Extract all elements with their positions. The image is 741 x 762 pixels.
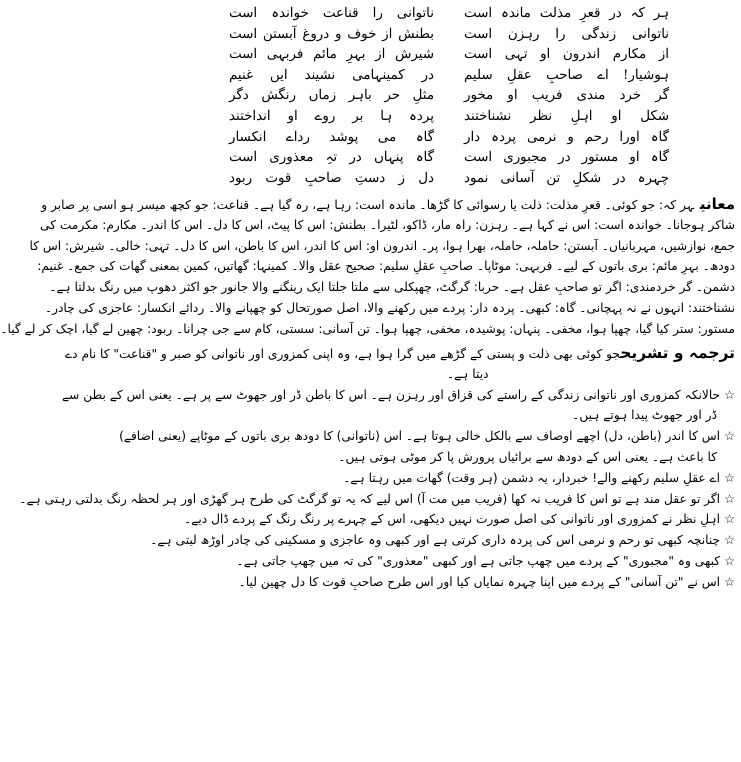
- translation-point-text: اہلِ نظر نے کمزوری اور ناتوانی کی اصل صورت نہیں دیکھی، اس کے چہرے پر رنگ رنگ کے پردے ڈال دیے۔: [184, 512, 721, 527]
- poem-couplet: [229, 86, 669, 107]
- poem-couplet: [229, 107, 669, 128]
- poem-second-hemistich: مثلِ حر باہر زماں رنگش دگر: [229, 88, 434, 104]
- translation-point: [147, 468, 735, 489]
- poem-couplet: [229, 169, 669, 190]
- translation-point: [119, 426, 735, 447]
- translation-heading: ترجمہ و تشریح: [620, 344, 735, 362]
- translation-intro-cont: دیتا ہے۔: [447, 366, 489, 381]
- translation-point-text: حالانکہ کمزوری اور ناتوانی زندگی کے راستے کی قزاق اور رہزن ہے۔ اس کا باطن ڈر اور جھوٹ سے پر ہے۔ یعنی اس کے بطن سے: [61, 387, 721, 402]
- poem-second-hemistich: دل ز دستِ صاحبِ قوت ربود: [229, 170, 434, 186]
- translation-point-text: اس نے "تن آسانی" کے پردے میں اپنا چہرہ نمایاں کیا اور اس طرح صاحبِ قوت کا دل چھین لیا۔: [238, 574, 721, 589]
- translation-point-cont: [147, 405, 735, 426]
- poem-first-hemistich: گر خرد مندی فریب او مخور: [464, 88, 669, 104]
- translation-intro: جو کوئی بھی ذلت و پستی کے گڑھے میں گرا ہوا ہے، وہ اپنی کمزوری اور ناتوانی کو صبر و "قناعت" کا نام دے: [65, 347, 621, 361]
- poem-first-hemistich: چہرہ در شکلِ تن آسانی نمود: [464, 170, 669, 186]
- glossary-line: مستور: ستر کیا گیا، چھپا ہوا، مخفی۔ پنہاں: پوشیدہ، مخفی، چھپا ہوا۔ تن آسانی: سستی، کام سے جی چرانا۔ ربود: چھین لے گیا، اچک کر لے گیا۔: [0, 321, 735, 336]
- translation-intro-line: [65, 343, 735, 364]
- translation-point-text: اے عقلِ سلیم رکھنے والے! خبردار، یہ دشمن (ہر وقت) گھات میں رہتا ہے۔: [343, 470, 721, 485]
- poem-second-hemistich: پردہ ہا بر روے او انداختند: [229, 108, 434, 124]
- star-bullet-icon: ☆: [724, 429, 735, 444]
- translation-point: [147, 572, 735, 593]
- translation-point-text: اس کا اندر (باطن، دل) اچھے اوصاف سے بالکل خالی ہوتا ہے۔ اس (ناتوانی) کا دودھ بری باتوں کے موٹاپے (یعنی اضافے): [119, 429, 721, 444]
- poem-second-hemistich: شیرش از بہرِ مائم فربہی است: [229, 47, 434, 63]
- poem-couplet: [229, 66, 669, 87]
- glossary-line: دشمن۔ گر خردمندی: اگر تو صاحبِ عقل ہے۔ حربا: گرگٹ، چھپکلی سے ملتا جلتا ایک رینگنے والا جانور جو اکثر دھوپ میں رنگ بدلتا ہے۔: [49, 280, 735, 295]
- translation-point: [61, 385, 735, 406]
- star-bullet-icon: ☆: [724, 553, 735, 568]
- poem-block: [229, 4, 669, 189]
- translation-point-text: ڈر اور جھوٹ پیدا ہوتے ہیں۔: [572, 408, 717, 423]
- poem-second-hemistich: گاہ می پوشد رداے انکسار: [229, 129, 434, 145]
- translation-point: [147, 551, 735, 572]
- star-bullet-icon: ☆: [724, 533, 735, 548]
- poem-first-hemistich: از مکارم اندرون او تہی است: [464, 47, 669, 63]
- translation-point-text: کبھی وہ "مجبوری" کے پردے میں چھپ جاتی ہے اور کبھی "معذوری" کی تہ میں چھپ جاتی ہے۔: [236, 553, 721, 568]
- poem-first-hemistich: گاہ اورا رحم و نرمی پردہ دار: [464, 129, 669, 145]
- glossary-heading: معانی: [699, 195, 735, 213]
- poem-first-hemistich: ناتوانی زندگی را رہزن است: [464, 26, 669, 42]
- poem-couplet: [229, 128, 669, 149]
- translation-section: [19, 343, 735, 593]
- star-bullet-icon: ☆: [724, 574, 735, 589]
- poem-first-hemistich: ہوشیار! اے صاحبِ عقلِ سلیم: [464, 67, 669, 83]
- translation-point: [19, 489, 735, 510]
- poem-second-hemistich: گاہ پنہاں در تہِ معذوری است: [229, 150, 434, 166]
- poem-first-hemistich: گاہ او مستور در مجبوری است: [464, 150, 669, 166]
- poem-second-hemistich: ناتوانی را قناعت خواندہ است: [229, 6, 434, 21]
- translation-point-cont: [147, 447, 735, 468]
- star-bullet-icon: ☆: [724, 387, 735, 402]
- translation-point-text: اگر تو عقل مند ہے تو اس کا فریب نہ کھا (فریب میں مت آ) اس لیے کہ یہ تو گرگٹ کی طرح ہر گھڑی اور ہر لحظہ رنگ بدلتی رہتی ہے۔: [19, 491, 721, 506]
- glossary-line: نشناختند: انہوں نے نہ پہچانی۔ گاہ: کبھی۔ پردہ دار: پردے میں رکھنے والا، اصل صورتحال کو چھپانے والا۔ ردائے انکسار: عاجزی کی چادر۔: [44, 300, 735, 315]
- poem-couplet: [229, 25, 669, 46]
- star-bullet-icon: ☆: [724, 512, 735, 527]
- translation-point: [147, 530, 735, 551]
- poem-couplet: [229, 45, 669, 66]
- translation-points: [19, 385, 735, 593]
- poem-second-hemistich: در کمینہامی نشیند ایں غنیم: [229, 67, 434, 83]
- glossary-line: دودھ۔ بہرِ مائم: بری باتوں کے لیے۔ فربہی: موٹاپا۔ صاحبِ عقلِ سلیم: صحیح عقل والا۔ کمینہا: گھاتیں، کمین بمعنی گھات کی جمع۔ غنیم:: [37, 259, 735, 274]
- glossary-line-text: ہر کہ: جو کوئی۔ قعرِ مذلت: ذلت یا رسوائی کا گڑھا۔ ماندہ است: رہا ہے، رہ گیا ہے۔ قناعت: جو کچھ میسر ہو اسی پر صابر و: [41, 198, 694, 212]
- poem-second-hemistich: بطنش از خوف و دروغ آبستن است: [229, 26, 434, 42]
- poem-first-hemistich: ہر کہ در قعرِ مذلت ماندہ است: [464, 6, 669, 21]
- glossary-line: [41, 194, 735, 215]
- poem-first-hemistich: شکل او اہلِ نظر نشناختند: [464, 108, 669, 124]
- translation-point-text: کا باعث ہے۔ یعنی اس کے دودھ سے برائیاں پرورش پا کر موٹی ہوتی ہیں۔: [338, 449, 717, 464]
- translation-point-text: چنانچہ کبھی تو رحم و نرمی اس کی پردہ داری کرتی ہے اور کبھی وہ عاجزی و مسکینی کی چادر اوڑھ لیتی ہے۔: [150, 533, 721, 548]
- glossary-section: [0, 194, 735, 340]
- star-bullet-icon: ☆: [724, 470, 735, 485]
- star-bullet-icon: ☆: [724, 491, 735, 506]
- translation-point: [147, 509, 735, 530]
- poem-couplet: [229, 148, 669, 169]
- glossary-line: شاکر ہوجانا۔ خواندہ است: اس نے کہا ہے۔ رہزن: راہ مار، ڈاکو، لٹیرا۔ بطنش: اس کا پیٹ، اس کا دل۔ اس کا اندر۔ مکارم: مکرمت کی: [40, 217, 735, 232]
- glossary-line: جمع، نوازشیں، مہربانیاں۔ آبستن: حاملہ، حاملہ، بھرا ہوا، پر۔ اندرون او: اس کا اندر، اس کا باطن، اس کا دل۔ تہی: خالی۔ شیرش: اس کا: [29, 238, 735, 253]
- poem-couplet: [229, 4, 669, 25]
